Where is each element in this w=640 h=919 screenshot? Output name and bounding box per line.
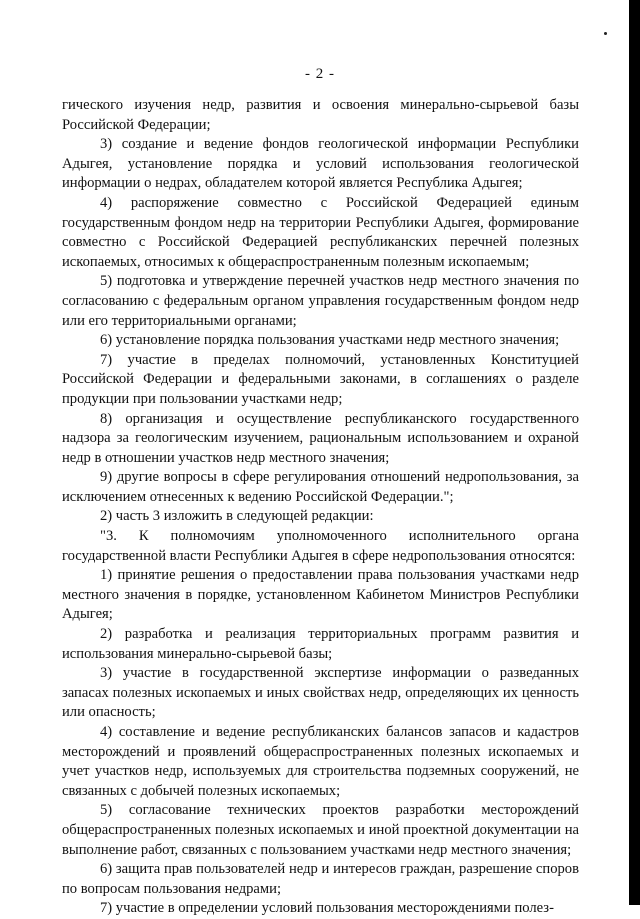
list-item: 3) участие в государственной экспертизе информации о разведанных запасах полезных ископаемых и иных свойствах недр, определяющих их ценность или опасность; — [62, 665, 579, 721]
paragraph-continuation: гического изучения недр, развития и освоения минерально-сырьевой базы Российской Федерации; — [62, 97, 579, 133]
list-item: 6) защита прав пользователей недр и интересов граждан, разрешение споров по вопросам пользования недрами; — [62, 861, 579, 897]
list-item: 9) другие вопросы в сфере регулирования отношений недропользования, за исключением отнесенных к ведению Российской Федерации."; — [62, 469, 579, 505]
list-item: 1) принятие решения о предоставлении права пользования участками недр местного значения в порядке, установленном Кабинетом Министров Республики Адыгея; — [62, 567, 579, 623]
list-item: 7) участие в пределах полномочий, установленных Конституцией Российской Федерации и федеральными законами, в соглашениях о разделе продукции при пользовании участками недр; — [62, 351, 579, 407]
amendment-instruction: 2) часть 3 изложить в следующей редакции: — [100, 508, 374, 525]
list-item: 5) согласование технических проектов разработки месторождений общераспространенных полезных ископаемых и иной проектной документации на выполнение работ, связанных с пользованием участками недр местного значения; — [62, 802, 579, 858]
section-intro: "3. К полномочиям уполномоченного исполнительного органа государственной власти Республики Адыгея в сфере недропользования относятся: — [62, 528, 579, 564]
list-item: 5) подготовка и утверждение перечней участков недр местного значения по согласованию с федеральным органом управления государственным фондом недр или его территориальными органами; — [62, 273, 579, 329]
list-item: 7) участие в определении условий пользования месторождениями полез- — [100, 900, 554, 917]
list-item: 4) составление и ведение республиканских балансов запасов и кадастров месторождений и проявлений общераспространенных полезных ископаемых и учет участков недр, используемых для строительства подземных сооружений, не связанных с добычей полезных ископаемых; — [62, 724, 579, 799]
list-item: 3) создание и ведение фондов геологической информации Республики Адыгея, установление порядка и условий использования геологической информации о недрах, обладателем которой является Республика Адыгея; — [62, 136, 579, 192]
scan-edge-border — [629, 0, 640, 905]
list-item: 8) организация и осуществление республиканского государственного надзора за геологическим изучением, рациональным использованием и охраной недр в отношении участков недр местного значения; — [62, 410, 579, 466]
page-number: - 2 - — [305, 66, 335, 82]
scan-artifact-dot — [604, 32, 607, 35]
list-item: 2) разработка и реализация территориальных программ развития и использования минерально-сырьевой базы; — [62, 626, 579, 662]
list-item: 4) распоряжение совместно с Российской Федерацией единым государственным фондом недр на территории Республики Адыгея, формирование совместно с Российской Федерацией республиканских перечней полезных ископаемых, относимых к общераспространенным полезным ископаемым; — [62, 194, 579, 270]
document-body — [62, 96, 579, 919]
list-item: 6) установление порядка пользования участками недр местного значения; — [100, 332, 560, 349]
